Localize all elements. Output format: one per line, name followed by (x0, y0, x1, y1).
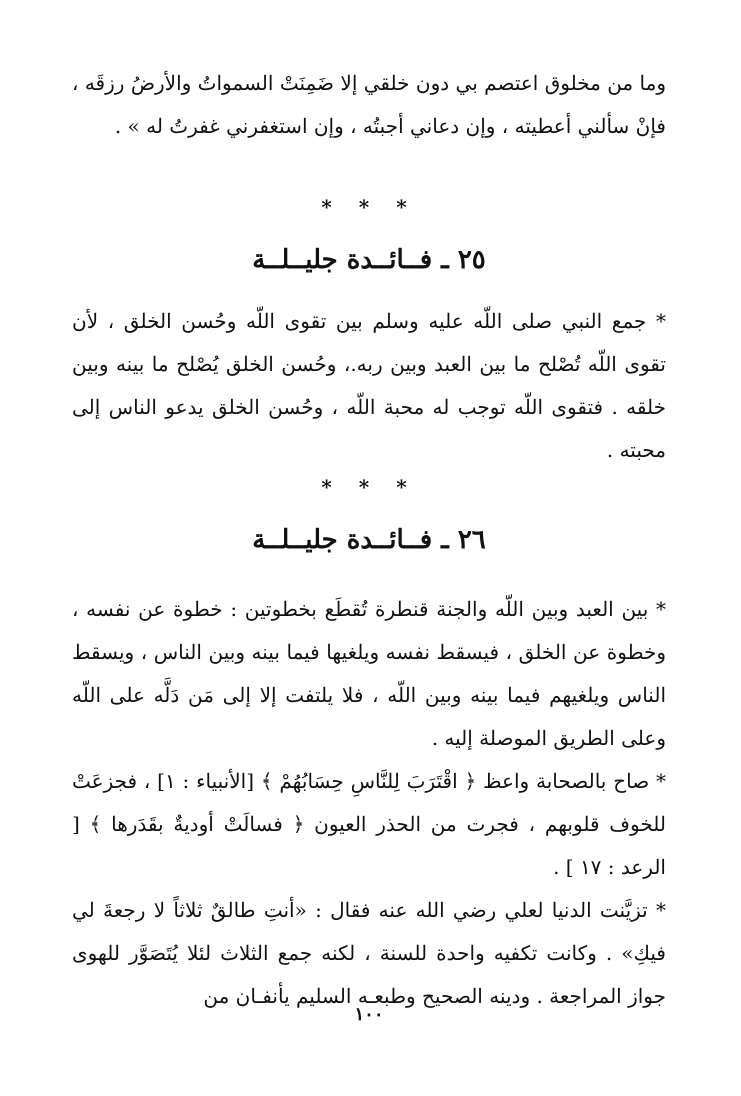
book-page (72, 62, 666, 1072)
section-heading-25: ٢٥ ـ فــائــدة جليــلــة (252, 245, 486, 275)
paragraph-26-second: * صاح بالصحابة واعظ ﴿ اقْتَرَبَ لِلنَّاسِ حِسَابُهُمْ ﴾ [الأنبياء : ١] ، فجزعَتْ للخوف قلوبهم ، فجرت من الحذر العيون ﴿ فسالَتْ أوديةٌ بقَدَرها ﴾ [ الرعد : ١٧ ] . (72, 769, 666, 879)
section-separator: * * * (321, 475, 417, 499)
section-separator: * * * (321, 195, 417, 219)
paragraph-25: * جمع النبي صلى اللّه عليه وسلم بين تقوى اللّه وحُسن الخلق ، لأن تقوى اللّه تُصْلح ما بين العبد وبين ربه.، وحُسن الخلق يُصْلح ما بينه وبين خلقه . فتقوى اللّه توجب له محبة اللّه ، وحُسن الخلق يدعو الناس إلى محبته . (72, 309, 666, 462)
section-heading-26: ٢٦ ـ فــائــدة جليــلــة (252, 525, 486, 555)
paragraph-26-first: * بين العبد وبين اللّه والجنة قنطرة تُقطَع بخطوتين : خطوة عن نفسه ، وخطوة عن الخلق ، فيسقط نفسه ويلغيها فيما بينه وبين الناس ، ويسقط الناس ويلغيهم فيما بينه وبين اللّه ، فلا يلتفت إلا إلى مَن دَلَّه على اللّه وعلى الطريق الموصلة إليه . (72, 597, 666, 750)
page-number: ١٠٠ (354, 1004, 384, 1025)
paragraph-26-third: * تزيَّنت الدنيا لعلي رضي الله عنه فقال : «أنتِ طالقٌ ثلاثاً لا رجعةَ لي فيكِ» . وكانت تكفيه واحدة للسنة ، لكنه جمع الثلاث لئلا يُتَصَوَّر للهوى جواز المراجعة . ودينه الصحيح وطبعـه السليم يأنفـان من (72, 898, 667, 1008)
intro-paragraph: وما من مخلوق اعتصم بي دون خلقي إلا ضَمِنَتْ السمواتُ والأرضُ رزقَه ، فإنْ سألني أعطيته ، وإن دعاني أجبتُه ، وإن استغفرني غفرتُ له » . (72, 71, 666, 138)
